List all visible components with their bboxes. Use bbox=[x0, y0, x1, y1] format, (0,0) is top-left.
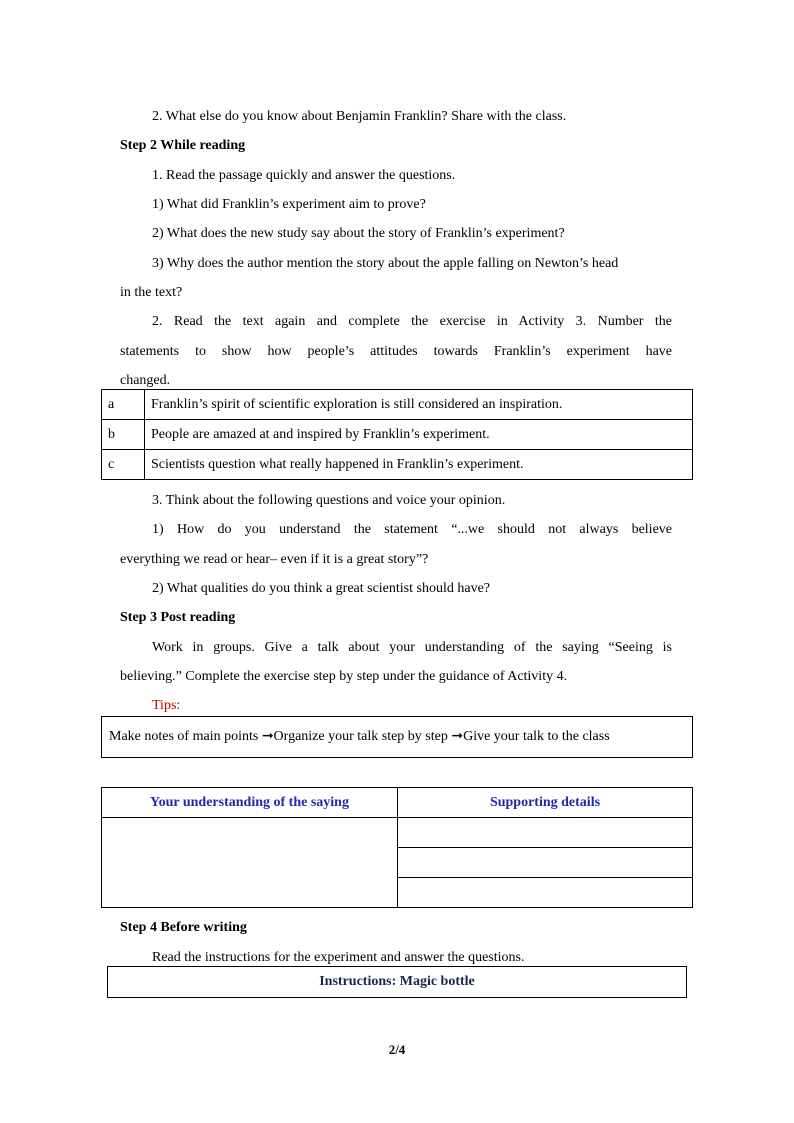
page-number: 2/4 bbox=[388, 1042, 406, 1057]
task-1-instruction: 1. Read the passage quickly and answer the questions. bbox=[152, 168, 456, 183]
table-row bbox=[102, 420, 693, 450]
group-work-line-2: believing.” Complete the exercise step by step under the guidance of Activity 4. bbox=[120, 669, 568, 684]
understanding-answer-cell[interactable] bbox=[102, 818, 398, 908]
supporting-detail-cell[interactable] bbox=[398, 848, 693, 878]
statement-text: Franklin’s spirit of scientific exploration is still considered an inspiration. bbox=[145, 390, 693, 420]
task-2-line-1: 2. Read the text again and complete the exercise in Activity 3. Number the bbox=[152, 314, 672, 329]
statements-table bbox=[101, 389, 693, 480]
supporting-detail-cell[interactable] bbox=[398, 878, 693, 908]
tips-step-2: Organize your talk step by step bbox=[273, 729, 448, 744]
question-1: 1) What did Franklin’s experiment aim to prove? bbox=[152, 197, 426, 212]
table-row bbox=[102, 818, 693, 848]
supporting-detail-cell[interactable] bbox=[398, 818, 693, 848]
task-3-question-2: 2) What qualities do you think a great scientist should have? bbox=[152, 581, 490, 596]
saying-table bbox=[101, 787, 693, 908]
arrow-right-icon: ➞ bbox=[451, 729, 464, 744]
supporting-details-header: Supporting details bbox=[398, 788, 693, 818]
discussion-question-2: 2. What else do you know about Benjamin Franklin? Share with the class. bbox=[152, 109, 567, 124]
statement-letter: a bbox=[102, 390, 145, 420]
step-4-heading: Step 4 Before writing bbox=[120, 920, 247, 935]
task-2-line-2: statements to show how people’s attitudes towards Franklin’s experiment have bbox=[120, 344, 672, 359]
step-4-instruction: Read the instructions for the experiment and answer the questions. bbox=[152, 950, 525, 965]
table-row bbox=[102, 390, 693, 420]
task-3-instruction: 3. Think about the following questions and voice your opinion. bbox=[152, 493, 506, 508]
tips-step-1: Make notes of main points bbox=[109, 729, 259, 744]
magic-bottle-box bbox=[107, 966, 687, 998]
question-3-line-1: 3) Why does the author mention the story about the apple falling on Newton’s head bbox=[152, 256, 619, 271]
statement-letter: b bbox=[102, 420, 145, 450]
step-3-heading: Step 3 Post reading bbox=[120, 610, 236, 625]
task-3-question-1-line-2: everything we read or hear– even if it is a great story”? bbox=[120, 552, 429, 567]
task-3-question-1-line-1: 1) How do you understand the statement “...we should not always believe bbox=[152, 522, 672, 537]
step-2-heading: Step 2 While reading bbox=[120, 138, 246, 153]
question-3-line-2: in the text? bbox=[120, 285, 183, 300]
arrow-right-icon: ➞ bbox=[261, 729, 274, 744]
statement-text: People are amazed at and inspired by Franklin’s experiment. bbox=[145, 420, 693, 450]
task-2-line-3: changed. bbox=[120, 373, 171, 388]
tips-label: Tips: bbox=[152, 698, 181, 713]
statement-letter: c bbox=[102, 450, 145, 480]
group-work-line-1: Work in groups. Give a talk about your understanding of the saying “Seeing is bbox=[152, 640, 672, 655]
question-2: 2) What does the new study say about the story of Franklin’s experiment? bbox=[152, 226, 565, 241]
tips-step-3: Give your talk to the class bbox=[463, 729, 610, 744]
table-row bbox=[102, 450, 693, 480]
magic-bottle-title: Instructions: Magic bottle bbox=[319, 974, 475, 989]
statement-text: Scientists question what really happened in Franklin’s experiment. bbox=[145, 450, 693, 480]
table-header-row bbox=[102, 788, 693, 818]
understanding-header: Your understanding of the saying bbox=[102, 788, 398, 818]
tips-box bbox=[101, 716, 693, 758]
